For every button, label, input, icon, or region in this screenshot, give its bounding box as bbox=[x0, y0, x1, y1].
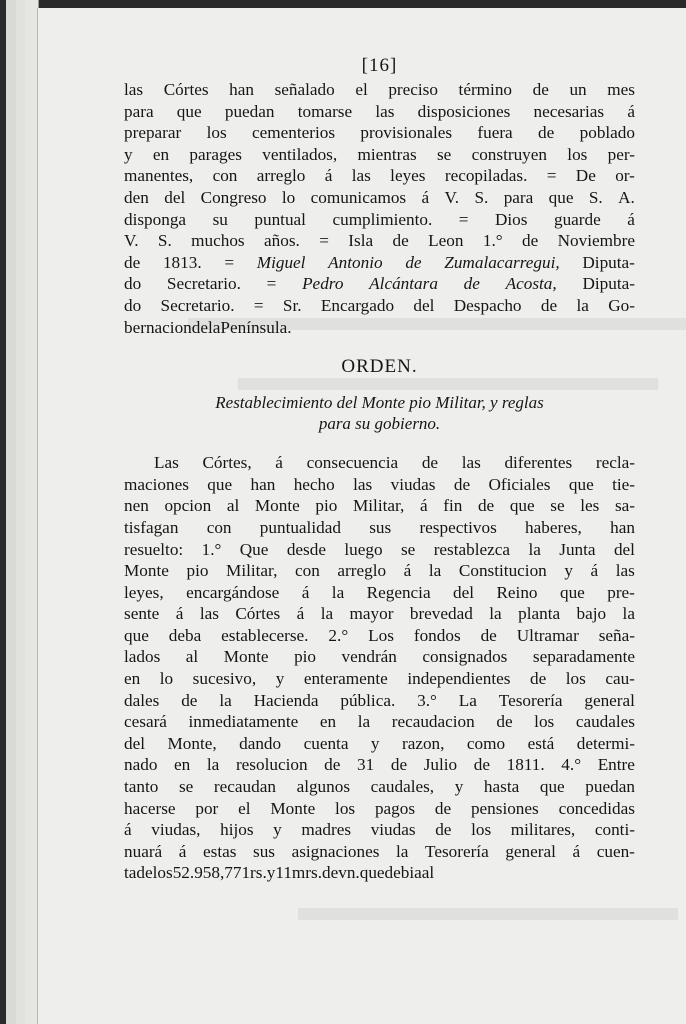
text-line: den del Congreso lo comunicamos á V. S. para que S. A. bbox=[124, 187, 635, 207]
text-line: dales de la Hacienda pública. 3.° La Tesorería general bbox=[124, 690, 635, 710]
text-line: para que puedan tomarse las disposiciones necesarias á bbox=[124, 101, 635, 121]
paragraph-1 bbox=[124, 79, 635, 338]
text-line: manentes, con arreglo á las leyes recopiladas. = De or- bbox=[124, 166, 635, 186]
subtitle-line: Restablecimiento del Monte pio Militar, y reglas bbox=[215, 393, 544, 413]
text-line: sente á las Córtes á la mayor brevedad la planta bajo la bbox=[124, 604, 635, 624]
text-line: do Secretario. = Sr. Encargado del Despacho de la Go- bbox=[124, 295, 635, 315]
text-line: cesará inmediatamente en la recaudacion de los caudales bbox=[124, 712, 635, 732]
text-line: bernacion de la Península. bbox=[124, 317, 292, 337]
text-line: maciones que han hecho las viudas de Oficiales que tie- bbox=[124, 474, 635, 494]
text-line: á viudas, hijos y madres viudas de los militares, conti- bbox=[124, 820, 635, 840]
text-line: ta de los 52.958,771 rs. y 11 mrs. de vn. que debia al bbox=[124, 863, 435, 883]
text-line: preparar los cementerios provisionales fuera de poblado bbox=[124, 123, 635, 143]
text-line: do Secretario. = Pedro Alcántara de Acosta, Diputa- bbox=[124, 274, 635, 294]
text-line: resuelto: 1.° Que desde luego se restablezca la Junta del bbox=[124, 539, 635, 559]
page-edge bbox=[25, 0, 39, 1024]
text-line: nuará á estas sus asignaciones la Tesorería general á cuen- bbox=[124, 841, 635, 861]
bleed-through bbox=[298, 908, 678, 920]
text-line: y en parages ventilados, mientras se construyen los per- bbox=[124, 144, 635, 164]
text-line: tisfagan con puntualidad sus respectivos haberes, han bbox=[124, 517, 635, 537]
section-subtitle bbox=[124, 392, 635, 434]
subtitle-line: para su gobierno. bbox=[318, 414, 441, 434]
text-line: que deba establecerse. 2.° Los fondos de Ultramar seña- bbox=[124, 625, 635, 645]
page-number: [16] bbox=[361, 55, 398, 76]
text-line: las Córtes han señalado el preciso término de un mes bbox=[124, 80, 635, 99]
text-line: disponga su puntual cumplimiento. = Dios guarde á bbox=[124, 209, 635, 229]
text-line: Monte pio Militar, con arreglo á la Constitucion y á las bbox=[124, 561, 635, 581]
section-heading: ORDEN. bbox=[341, 356, 418, 378]
text-line: en lo sucesivo, y enteramente independientes de los cau- bbox=[124, 669, 635, 689]
text-line: lados al Monte pio vendrán consignados separadamente bbox=[124, 647, 635, 667]
text-line: V. S. muchos años. = Isla de Leon 1.° de Noviembre bbox=[124, 231, 635, 251]
text-line: Las Córtes, á consecuencia de las diferentes recla- bbox=[154, 453, 635, 473]
paragraph-2 bbox=[124, 452, 635, 884]
text-line: tanto se recaudan algunos caudales, y hasta que puedan bbox=[124, 777, 635, 797]
text-line: del Monte, dando cuenta y razon, como está determi- bbox=[124, 733, 635, 753]
text-line: leyes, encargándose á la Regencia del Reino que pre- bbox=[124, 582, 635, 602]
text-line: nen opcion al Monte pio Militar, á fin de que se les sa- bbox=[124, 496, 635, 516]
page-text bbox=[124, 55, 635, 884]
text-line: de 1813. = Miguel Antonio de Zumalacarregui, Diputa- bbox=[124, 252, 635, 272]
text-line: nado en la resolucion de 31 de Julio de 1811. 4.° Entre bbox=[124, 755, 635, 775]
text-line: hacerse por el Monte los pagos de pensiones concedidas bbox=[124, 798, 635, 818]
